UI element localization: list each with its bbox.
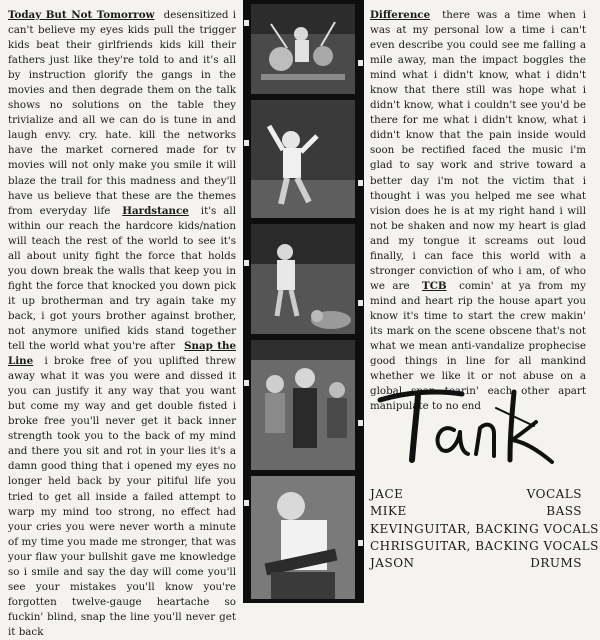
lyrics-column-right [370, 8, 586, 414]
song-title-difference: Difference [370, 9, 431, 21]
photo-film-strip [243, 0, 364, 603]
photo-band-members [251, 340, 355, 470]
song-lyrics-hardstance: it's all within our reach the hardcore kids/nation will teach the rest of the world to see it's all about unity fight the force that holds you down break the walls that keep you in fight the force that knocked you down pick it up brotherman and try again take my back, i got yours brother against brother, not anymore unified kids stand together tell the world what you're after [8, 204, 236, 353]
band-member-list [370, 486, 599, 572]
member-name: JASON [370, 556, 415, 571]
member-role: VOCALS [526, 487, 582, 501]
member-role: DRUMS [530, 556, 582, 571]
member-row [370, 555, 582, 572]
song-lyrics-difference: there was a time when i was at my personal low a time i can't even describe you could see me falling a mile away, man the impact boggles the mind what i didn't know, what i didn't know that there still was hope what i didn't know, what i couldn't see you'd be there for me what i didn't know, what i didn't know that the pain inside would soon be rectified faced the music i'm glad to say work and strive toward a better day i'm not the victim that i thought i was you helped me see what vision does he is at my right hand i will not be shaken and now my heart is glad and my tongue it screams out loud finally, i can face this world with a stronger conviction of who i am, of who we are [370, 9, 587, 292]
song-title-snap-the-line: Snap the Line [8, 340, 236, 368]
song-lyrics-today-but-not-tomorrow: desensitized i can't believe my eyes kids pull the trigger kids beat their girlfriends kids kill their fathers just like they're told to and it's all by instruction glorify the gangs in the movies and then degrade them on the talk shows no solutions on the table they trivialize and all we can do is tune in and laugh envy. cry. hate. kill the networks have the market cornered made for tv movies will not only make you smile it will blaze the trail for this madness and they'll have us believe that these are the themes from everyday life [8, 9, 236, 217]
member-row [370, 503, 582, 520]
member-role: BASS [546, 504, 582, 519]
member-role: GUITAR, BACKING VOCALS [414, 538, 599, 553]
member-name: MIKE [370, 504, 407, 519]
member-row [370, 486, 582, 503]
photo-vocalist [251, 100, 355, 218]
photo-crowd [251, 224, 355, 334]
song-title-tcb: TCB [422, 279, 447, 292]
song-title-hardstance: Hardstance [122, 204, 189, 217]
member-role: GUITAR, BACKING VOCALS [414, 521, 599, 536]
band-logo [376, 378, 576, 468]
member-name: KEVIN [370, 521, 415, 536]
member-name: JACE [370, 487, 404, 501]
photo-drummer [251, 4, 355, 94]
member-row [370, 521, 599, 538]
song-lyrics-tcb: comin' at ya from my mind and heart rip the house apart you know it's time to start the crew makin' its mark on the scene obscene that's not what we mean anti-vandalize prophecise good things in line for all mankind whether we like it or not abuse on a global span tearin' each other apart manipulate to no end [370, 279, 586, 413]
member-row [370, 538, 599, 555]
band-logo-graphic [376, 378, 576, 468]
song-lyrics-snap-the-line: i broke free of you uplifted threw away what it was you were and dissed it you can justify it any way that you want but come my way and get double fisted i broke free you'll never get it back inner strength took you to the back of my mind and there you sit and rot in your lies it's a damn good thing that i opened my eyes no longer held back by your pitiful life you tried to get all inside a failed attempt to warp my mind too strong, no effect had your cries you were never worth a minute of my time you made me stronger, that was your flaw your bullshit gave me knowledge so i smile and say the day will come you'll see your mistakes you'll know you're forgotten twelve-gauge heartache so fuckin' blind, snap the line you'll never get it back [8, 355, 236, 638]
lyrics-column-left [8, 8, 236, 640]
song-title-today-but-not-tomorrow: Today But Not Tomorrow [8, 9, 155, 21]
photo-guitarist [251, 476, 355, 599]
member-name: CHRIS [370, 538, 415, 553]
